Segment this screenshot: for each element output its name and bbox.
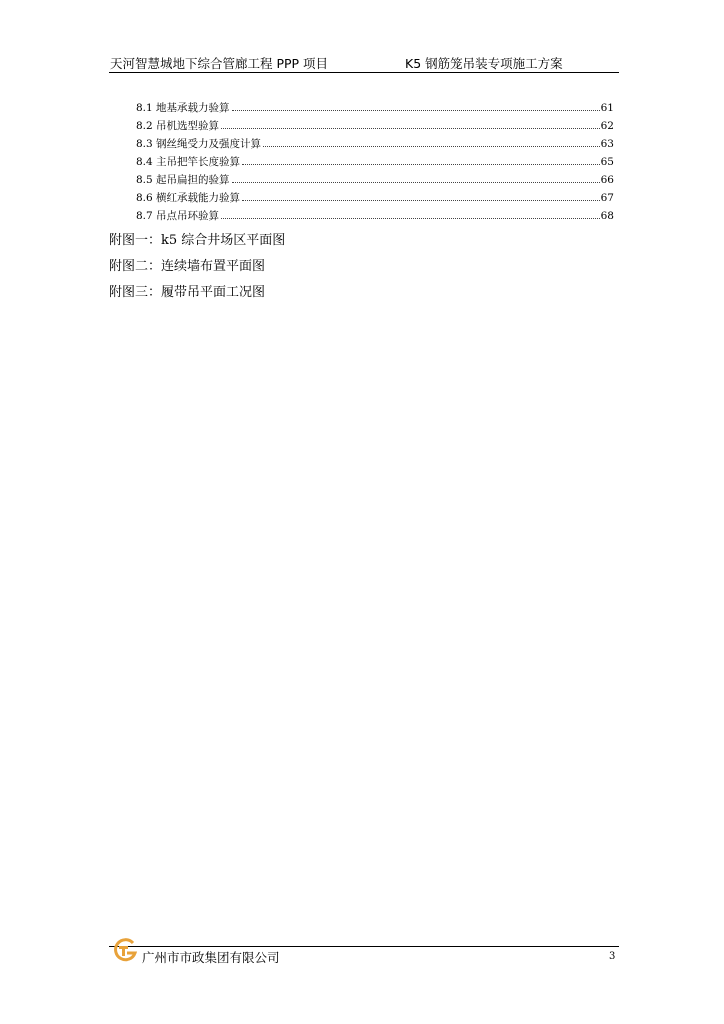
dot-leader — [242, 199, 600, 201]
toc-entry[interactable] — [136, 99, 614, 117]
toc-entry-label: 8.6 横红承载能力验算 — [136, 192, 241, 204]
toc-entry[interactable] — [136, 117, 614, 135]
company-logo-icon — [111, 937, 139, 963]
toc-entry-page: 65 — [600, 156, 614, 168]
footer-rule — [109, 946, 619, 947]
toc-entry-label: 8.3 钢丝绳受力及强度计算 — [136, 138, 262, 150]
document-title: K5 钢筋笼吊装专项施工方案 — [405, 56, 563, 71]
page-header — [109, 52, 619, 73]
dot-leader — [242, 163, 600, 165]
toc-entry-label: 8.7 吊点吊环验算 — [136, 210, 220, 222]
table-of-contents — [136, 99, 614, 225]
toc-entry-page: 66 — [600, 174, 614, 186]
toc-entry-page: 62 — [600, 120, 614, 132]
toc-entry[interactable] — [136, 171, 614, 189]
appendix-item[interactable]: 附图二：连续墙布置平面图 — [109, 259, 266, 274]
project-title: 天河智慧城地下综合管廊工程 PPP 项目 — [110, 56, 329, 71]
toc-entry[interactable] — [136, 135, 614, 153]
toc-entry-label: 8.2 吊机选型验算 — [136, 120, 220, 132]
toc-entry[interactable] — [136, 153, 614, 171]
dot-leader — [232, 109, 600, 111]
toc-entry[interactable] — [136, 207, 614, 225]
appendix-list — [109, 232, 285, 310]
dot-leader — [263, 145, 600, 147]
dot-leader — [232, 181, 600, 183]
appendix-item[interactable]: 附图一：k5 综合井场区平面图 — [109, 233, 286, 248]
toc-entry-label: 8.4 主吊把竿长度验算 — [136, 156, 241, 168]
page-number: 3 — [609, 951, 616, 962]
toc-entry-label: 8.5 起吊扁担的验算 — [136, 174, 230, 186]
toc-entry-label: 8.1 地基承载力验算 — [136, 102, 230, 114]
company-name: 广州市市政集团有限公司 — [142, 950, 280, 965]
toc-entry-page: 63 — [600, 138, 614, 150]
dot-leader — [221, 217, 600, 219]
dot-leader — [221, 127, 600, 129]
toc-entry[interactable] — [136, 189, 614, 207]
appendix-item[interactable]: 附图三：履带吊平面工况图 — [109, 285, 266, 300]
toc-entry-page: 68 — [600, 210, 614, 222]
toc-entry-page: 67 — [600, 192, 614, 204]
toc-entry-page: 61 — [600, 102, 614, 114]
